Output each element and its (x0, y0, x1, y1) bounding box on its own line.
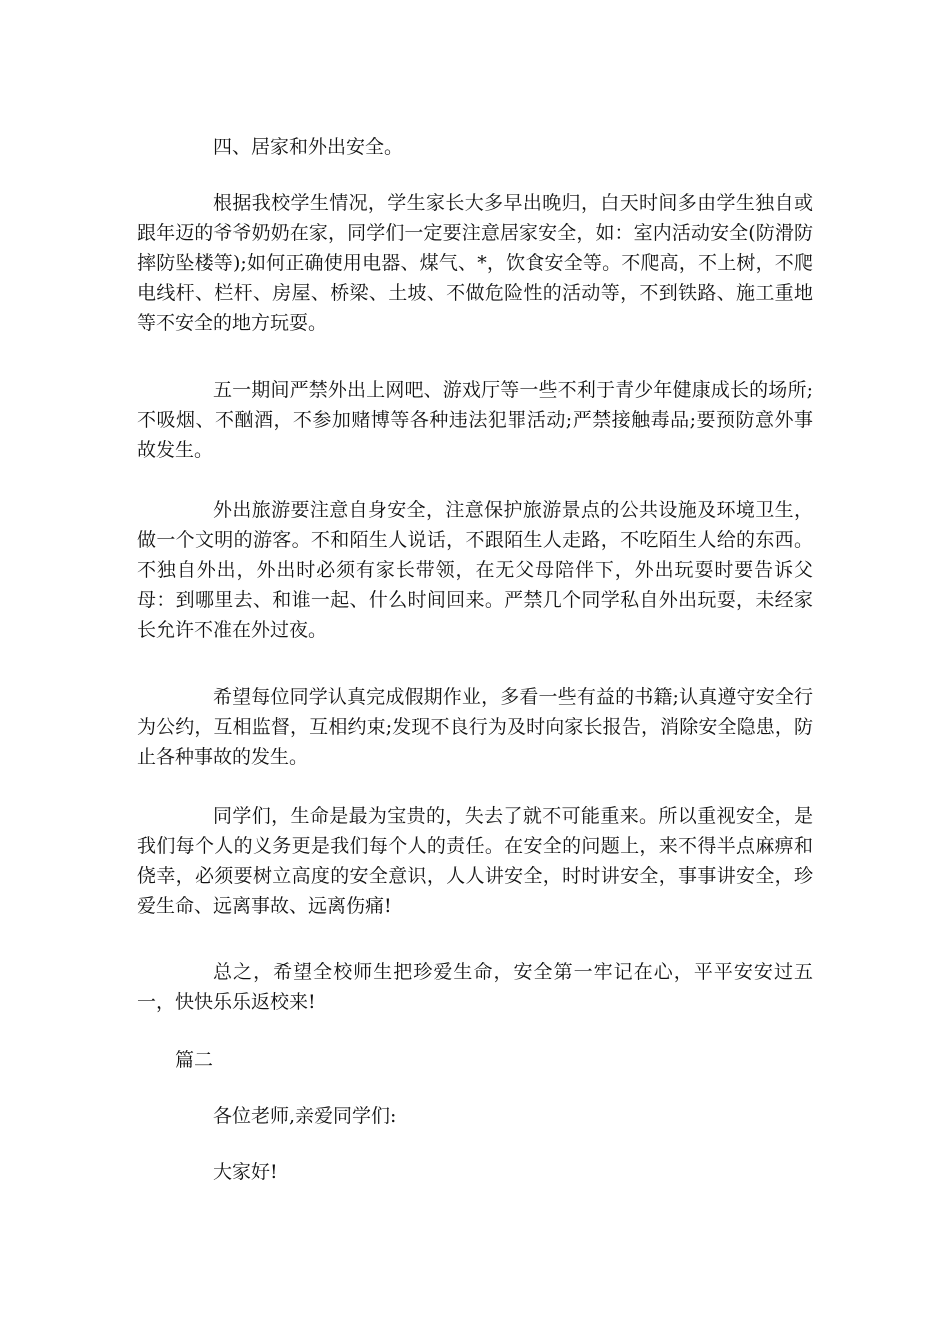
salutation-line: 大家好! (213, 1161, 278, 1183)
greeting-line: 各位老师,亲爱同学们: (213, 1105, 397, 1127)
paragraph-travel-safety: 外出旅游要注意自身安全，注意保护旅游景点的公共设施及环境卫生，做一个文明的游客。不和陌生人说话，不跟陌生人走路，不吃陌生人给的东西。不独自外出，外出时必须有家长带领，在无父母陪伴下，外出玩耍时要告诉父母：到哪里去、和谁一起、什么时间回来。严禁几个同学私自外出玩耍，未经家长允许不准在外过夜。 (137, 499, 813, 641)
section-title: 篇二 (175, 1049, 214, 1071)
paragraph-holiday-rules: 五一期间严禁外出上网吧、游戏厅等一些不利于青少年健康成长的场所;不吸烟、不酗酒，不参加赌博等各种违法犯罪活动;严禁接触毒品;要预防意外事故发生。 (137, 379, 813, 461)
paragraph-homework: 希望每位同学认真完成假期作业，多看一些有益的书籍;认真遵守安全行为公约，互相监督，互相约束;发现不良行为及时向家长报告，消除安全隐患，防止各种事故的发生。 (137, 686, 813, 768)
paragraph-life-value: 同学们，生命是最为宝贵的，失去了就不可能重来。所以重视安全，是我们每个人的义务更是我们每个人的责任。在安全的问题上，来不得半点麻痹和侥幸，必须要树立高度的安全意识，人人讲安全，时时讲安全，事事讲安全，珍爱生命、远离事故、远离伤痛! (137, 805, 813, 917)
paragraph-home-safety: 根据我校学生情况，学生家长大多早出晚归，白天时间多由学生独自或跟年迈的爷爷奶奶在家，同学们一定要注意居家安全，如：室内活动安全(防滑防摔防坠楼等);如何正确使用电器、煤气、*，饮食安全等。不爬高，不上树，不爬电线杆、栏杆、房屋、桥梁、土坡、不做危险性的活动等，不到铁路、施工重地等不安全的地方玩耍。 (137, 192, 813, 334)
paragraph-conclusion: 总之，希望全校师生把珍爱生命，安全第一牢记在心，平平安安过五一，快快乐乐返校来! (137, 961, 813, 1013)
section-heading: 四、居家和外出安全。 (213, 136, 404, 158)
